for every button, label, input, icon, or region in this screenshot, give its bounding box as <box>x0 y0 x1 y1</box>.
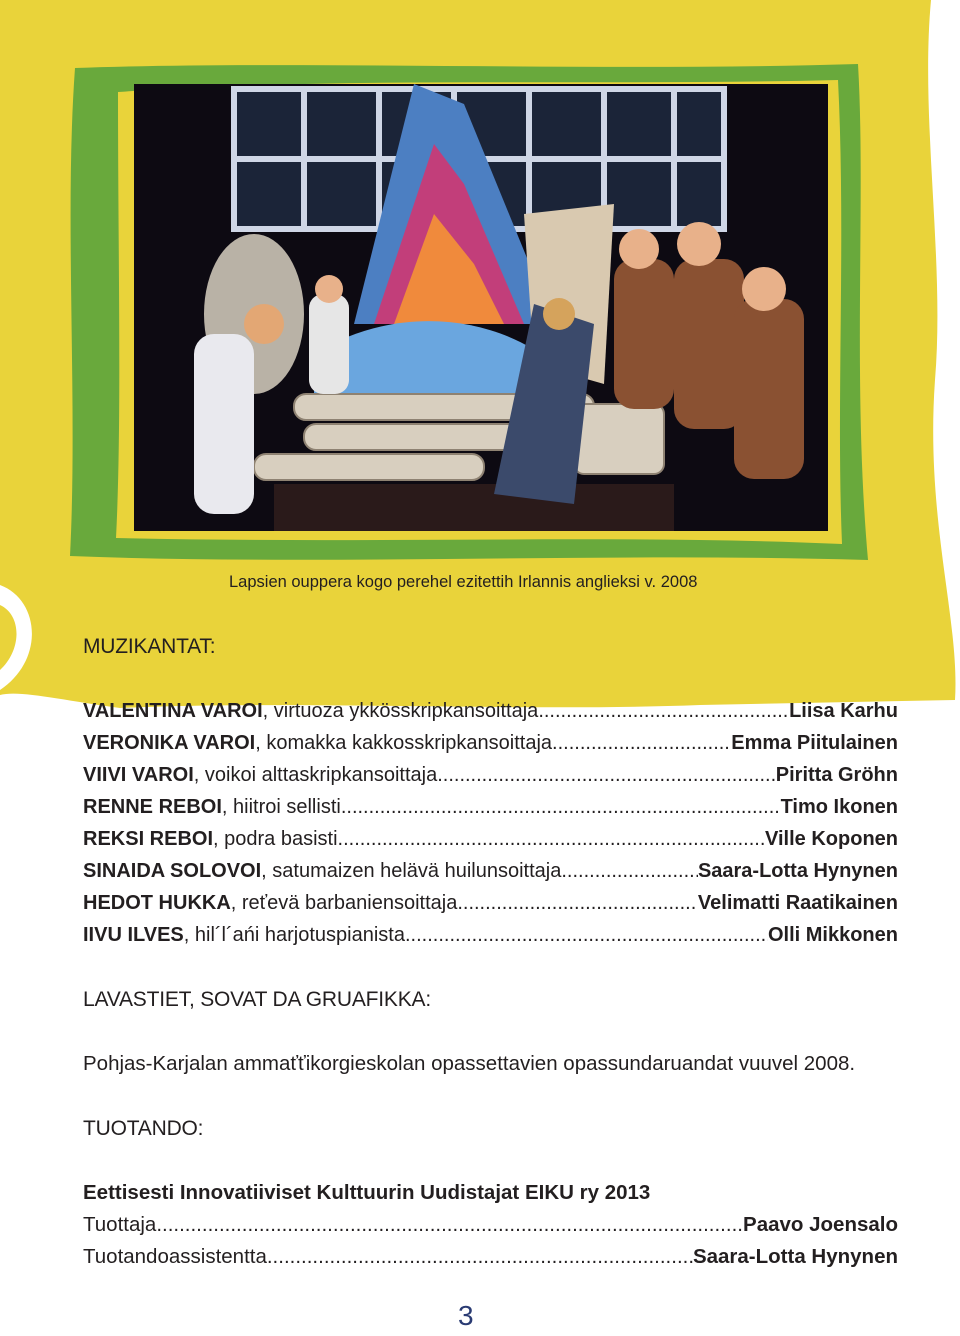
actor-name: Olli Mikkonen <box>767 924 898 946</box>
role-desc: , reťevä barbaniensoittaja <box>230 892 458 914</box>
producer-name: Saara-Lotta Hynynen <box>692 1245 898 1268</box>
actor-name: Saara-Lotta Hynynen <box>697 860 898 882</box>
cast-line <box>83 860 898 883</box>
actor-name: Velimatti Raatikainen <box>697 892 898 914</box>
producer-name: Paavo Joensalo <box>743 1213 898 1236</box>
role-name: VALENTINA VAROI <box>83 700 263 722</box>
tuotando-organization: Eettisesti Innovatiiviset Kulttuurin Uudistajat EIKU ry 2013 <box>83 1181 651 1204</box>
cast-line <box>83 892 898 915</box>
role-desc: , komakka kakkosskripkansoittaja <box>255 732 553 754</box>
producer-line <box>83 1213 898 1237</box>
lavastiet-heading: LAVASTIET, SOVAT DA GRUAFIKKA: <box>83 988 431 1011</box>
producer-role: Tuotandoassistentta <box>83 1245 267 1268</box>
role-desc: , satumaizen helävä huilunsoittaja <box>261 860 562 882</box>
actor-name: Ville Koponen <box>765 828 898 850</box>
cast-line <box>83 924 898 947</box>
leader-dots <box>156 1213 743 1237</box>
role-desc: , hil´l´ańi harjotuspianista <box>183 924 405 946</box>
stage-photo <box>134 84 828 531</box>
leader-dots <box>457 892 698 915</box>
role-name: VIIVI VAROI <box>83 764 194 786</box>
muzikantat-heading: MUZIKANTAT: <box>83 635 216 658</box>
cast-line <box>83 732 898 755</box>
role-desc: , podra basisti <box>213 828 338 850</box>
leader-dots <box>405 924 768 947</box>
actor-name: Timo Ikonen <box>780 796 898 818</box>
leader-dots <box>561 860 698 883</box>
actor-name: Liisa Karhu <box>789 700 898 722</box>
cast-line <box>83 764 898 787</box>
leader-dots <box>267 1245 693 1269</box>
leader-dots <box>437 764 776 787</box>
actor-name: Emma Piitulainen <box>731 732 898 754</box>
photo-caption: Lapsien ouppera kogo perehel ezitettih Irlannis anglieksi v. 2008 <box>229 573 698 591</box>
leader-dots <box>338 828 765 851</box>
leader-dots <box>538 700 789 723</box>
role-name: HEDOT HUKKA <box>83 892 231 914</box>
role-desc: , hiitroi sellisti <box>221 796 341 818</box>
role-name: SINAIDA SOLOVOI <box>83 860 262 882</box>
lavastiet-text: Pohjas-Karjalan ammaťťikorgieskolan opassettavien opassundaruandat vuuvel 2008. <box>83 1052 856 1075</box>
producer-line <box>83 1245 898 1269</box>
tuotando-heading: TUOTANDO: <box>83 1117 204 1140</box>
role-name: VERONIKA VAROI <box>83 732 256 754</box>
role-desc: , virtuoza ykkösskripkansoittaja <box>262 700 539 722</box>
role-name: RENNE REBOI <box>83 796 222 818</box>
cast-line <box>83 796 898 819</box>
cast-line <box>83 700 898 723</box>
page-number: 3 <box>458 1300 474 1331</box>
leader-dots <box>341 796 781 819</box>
role-name: IIVU ILVES <box>83 924 184 946</box>
role-desc: , voikoi alttaskripkansoittaja <box>193 764 438 786</box>
leader-dots <box>552 732 731 755</box>
cast-line <box>83 828 898 851</box>
producer-role: Tuottaja <box>83 1213 157 1236</box>
role-name: REKSI REBOI <box>83 828 214 850</box>
actor-name: Piritta Gröhn <box>775 764 898 786</box>
